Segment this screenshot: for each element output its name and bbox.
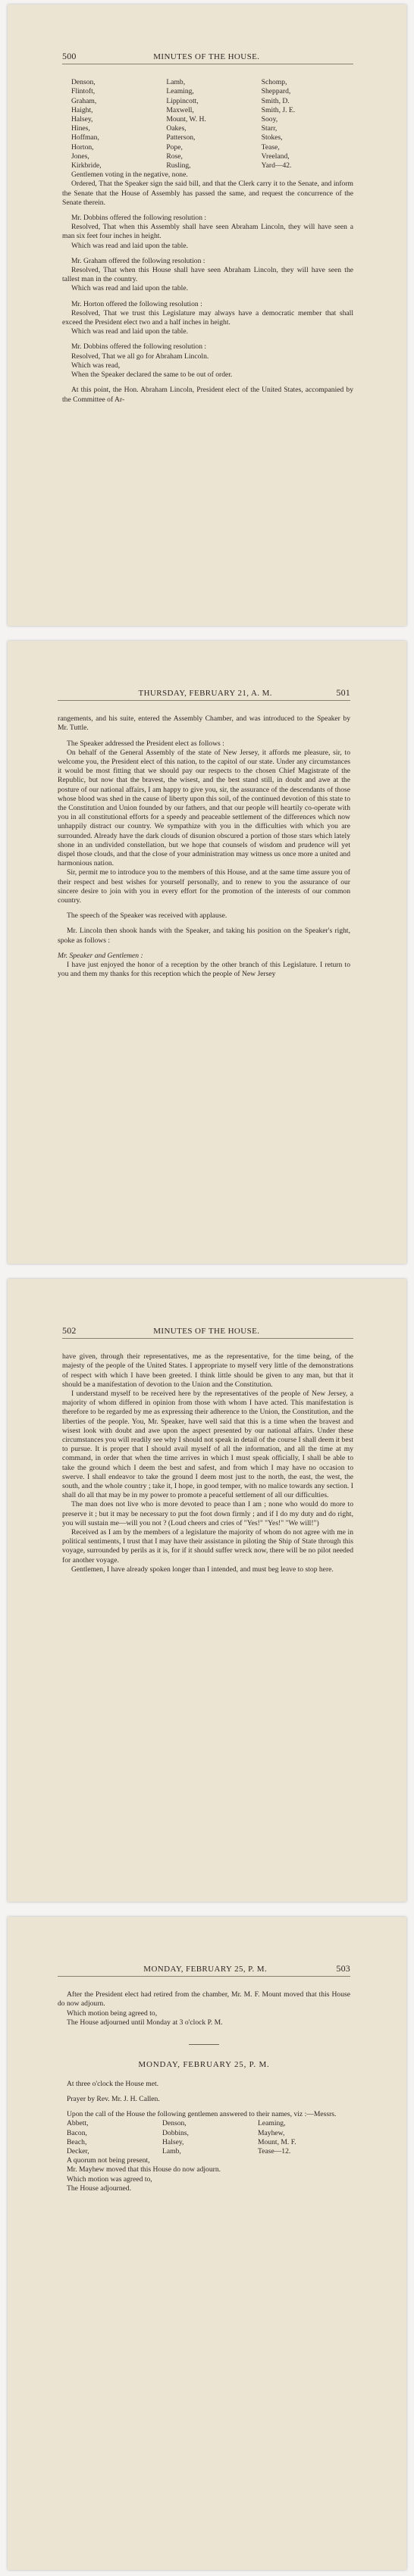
member-name: Mount, W. H. xyxy=(166,115,206,124)
paragraph: have given, through their representatives, me as the representative, for the time being, of the majesty of the people of the United States. I appropriate to myself very little of the demonstrations of respect with which I have been greeted. I think little should be given to any man, but that it should be a manifestation of devotion to the Union and the Constitution. xyxy=(62,1352,353,1389)
paragraph: Received as I am by the members of a legislature the majority of whom do not agree with me in political sentiments, I trust that I may have their assistance in piloting the Ship of State through this voyage, surrounded by perils as it is, for if it should suffer wreck now, there will be no pilot needed for another voyage. xyxy=(62,1528,353,1565)
member-name: Decker, xyxy=(67,2147,89,2156)
paragraph: Resolved, That when this House shall have seen Abraham Lincoln, they will have seen the tallest man in the country. xyxy=(62,266,353,284)
paragraph: Ordered, That the Speaker sign the said bill, and that the Clerk carry it to the Senate, and inform the Senate that the House of Assembly has passed the same, and request the concurrence of the Senate therein. xyxy=(62,180,353,207)
page-500-content xyxy=(62,52,353,618)
paragraph: Mr. Mayhew moved that this House do now adjourn. xyxy=(67,2165,221,2174)
section-rule xyxy=(189,2044,219,2045)
member-name: Sooy, xyxy=(261,115,278,124)
paragraph: Which was read and laid upon the table. xyxy=(71,327,188,336)
page-503 xyxy=(8,1917,406,2570)
page-number: 503 xyxy=(336,1963,350,1974)
paragraph: At this point, the Hon. Abraham Lincoln, President elect of the United States, accompanied by the Committee of Ar- xyxy=(62,386,353,404)
running-title: MINUTES OF THE HOUSE. xyxy=(153,52,260,61)
paragraph: Mr. Graham offered the following resolution : xyxy=(71,256,205,265)
paragraph: The Speaker addressed the President elect as follows : xyxy=(67,739,224,748)
page-header xyxy=(62,1326,353,1339)
member-name: Rusling, xyxy=(166,161,191,170)
member-name: Beach, xyxy=(67,2137,87,2146)
page-header xyxy=(58,688,350,701)
member-name: Graham, xyxy=(71,96,97,105)
member-name: Tease—12. xyxy=(258,2147,291,2156)
member-name: Halsey, xyxy=(71,115,93,124)
paragraph: The man does not live who is more devoted to peace than I am ; none who would do more to preserve it ; but it may be necessary to put the foot down firmly ; and if I do my duty and do right, you will sustain me—will you not ? (Loud cheers and cries of "Yes!" "Yes!" "We will!") xyxy=(62,1500,353,1527)
member-name: Kirkbride, xyxy=(71,161,102,170)
member-name: Schomp, xyxy=(261,78,287,87)
names-column xyxy=(258,2119,350,2156)
page-number: 502 xyxy=(62,1325,77,1336)
member-name: Denson, xyxy=(162,2119,187,2128)
paragraph: The House adjourned until Monday at 3 o'clock P. M. xyxy=(67,2018,223,2027)
member-name: Tease, xyxy=(261,142,280,152)
paragraph: Which motion was agreed to, xyxy=(67,2174,152,2184)
page-number: 501 xyxy=(336,687,350,698)
page-500 xyxy=(8,5,406,626)
page-header xyxy=(58,1964,350,1977)
paragraph: Which was read, xyxy=(71,361,121,370)
page-503-content xyxy=(58,1964,350,2562)
member-name: Starr, xyxy=(261,124,278,133)
paragraph: Which was read and laid upon the table. xyxy=(71,284,188,293)
page-number: 500 xyxy=(62,51,77,61)
member-name: Pope, xyxy=(166,142,183,152)
paragraph: Upon the call of the House the following gentlemen answered to their names, viz :—Messrs. xyxy=(67,2110,337,2119)
page-502 xyxy=(8,1279,406,1902)
page-501-content xyxy=(58,688,350,1256)
member-name: Maxwell, xyxy=(166,105,194,114)
member-name: Hoffman, xyxy=(71,133,99,142)
paragraph: Prayer by Rev. Mr. J. H. Callen. xyxy=(67,2095,160,2104)
member-name: Mount, M. F. xyxy=(258,2137,296,2146)
paragraph: Which motion being agreed to, xyxy=(67,2009,158,2018)
names-column xyxy=(166,78,258,170)
paragraph: Gentlemen voting in the negative, none. xyxy=(71,170,188,180)
names-column xyxy=(162,2119,255,2156)
member-name: Dobbins, xyxy=(162,2128,189,2137)
member-name: Horton, xyxy=(71,142,94,152)
paragraph: The House adjourned. xyxy=(67,2184,131,2193)
paragraph: When the Speaker declared the same to be out of order. xyxy=(71,370,233,380)
member-name: Vreeland, xyxy=(261,152,290,161)
member-name: Halsey, xyxy=(162,2137,184,2146)
member-name: Leaming, xyxy=(166,87,194,96)
member-name: Yard—42. xyxy=(261,161,292,170)
member-name: Rose, xyxy=(166,152,183,161)
page-502-content xyxy=(62,1326,353,1894)
names-table xyxy=(58,2119,350,2156)
paragraph: On behalf of the General Assembly of the state of New Jersey, it affords me pleasure, sir, to welcome you, the President elect of this nation, to the capitol of our state. Under any circumstances it would be most fitting that we should pay our respects to the chosen Chief Magistrate of the Republic, but now that the bravest, the wisest, and the best stand still, in doubt and awe at the posture of our national affairs, I am happy to give you, sir, the assurance of the descendants of those whose blood was shed in the cause of liberty upon this soil, of the continued devotion of this state to the Constitution and Union founded by our fathers, and that our people will heartily co-operate with you in all constitutional efforts for a speedy and peaceable settlement of the differences which now unhappily distract our country. We sympathize with you in the difficulties with which you are surrounded. Already have the dark clouds of disunion obscured a portion of those stars which lately shone in an undivided constellation, but we hope that counsels of wisdom and prudence will yet dispel those clouds, and that the close of your administration may witness us once more a united and harmonious nation. xyxy=(58,748,350,868)
paragraph: rangements, and his suite, entered the Assembly Chamber, and was introduced to the Speaker by Mr. Tuttle. xyxy=(58,714,350,733)
member-name: Oakes, xyxy=(166,124,187,133)
member-name: Smith, D. xyxy=(261,96,290,105)
paragraph: Mr. Dobbins offered the following resolution : xyxy=(71,214,207,223)
salutation: Mr. Speaker and Gentlemen : xyxy=(58,951,143,960)
member-name: Hines, xyxy=(71,124,90,133)
paragraph: After the President elect had retired from the chamber, Mr. M. F. Mount moved that this House do now adjourn. xyxy=(58,1990,350,2009)
paragraph: The speech of the Speaker was received with applause. xyxy=(67,911,227,921)
paragraph: I understand myself to be received here by the representatives of the people of New Jersey, a majority of whom differed in opinion from those with whom I have acted. This manifestation is therefore to be regarded by me as expressing their adherence to the Union, the Constitution, and the liberties of the people. You, Mr. Speaker, have well said that this is a time when the bravest and wisest look with doubt and awe upon the aspect presented by our national affairs. Under these circumstances you will readily see why I should not speak in detail of the course I shall deem it best to pursue. It is proper that I should avail myself of all the information, and all the time at my command, in order that when the time arrives in which I must speak officially, I shall be able to take the ground which I deem the best and safest, and from which I may have no occasion to swerve. I shall endeavor to take the ground I deem most just to the north, the east, the west, the south, and the whole country ; take it, I hope, in good temper, with no malice towards any section. I shall do all that may be in my power to promote a peaceful settlement of all our difficulties. xyxy=(62,1390,353,1500)
names-column xyxy=(262,78,353,170)
paragraph: Mr. Lincoln then shook hands with the Speaker, and taking his position on the Speaker's right, spoke as follows : xyxy=(58,927,350,945)
member-name: Lamb, xyxy=(166,78,186,87)
paragraph: Resolved, That we trust this Legislature may always have a democratic member that shall exceed the President elect two and a half inches in height. xyxy=(62,308,353,327)
paragraph: Gentlemen, I have already spoken longer than I intended, and must beg leave to stop here. xyxy=(71,1565,334,1574)
member-name: Flintoft, xyxy=(71,87,96,96)
running-title: THURSDAY, FEBRUARY 21, A. M. xyxy=(138,689,272,698)
running-title: MINUTES OF THE HOUSE. xyxy=(153,1327,260,1336)
names-table xyxy=(62,78,353,170)
names-column xyxy=(71,78,163,170)
names-column xyxy=(67,2119,159,2156)
member-name: Smith, J. E. xyxy=(261,105,296,114)
member-name: Bacon, xyxy=(67,2128,87,2137)
paragraph: At three o'clock the House met. xyxy=(67,2079,159,2088)
paragraph: I have just enjoyed the honor of a reception by the other branch of this Legislature. I return to you and them my thanks for this reception which the people of New Jersey xyxy=(58,961,350,979)
member-name: Leaming, xyxy=(258,2119,286,2128)
member-name: Lamb, xyxy=(162,2147,181,2156)
member-name: Mayhew, xyxy=(258,2128,285,2137)
member-name: Stokes, xyxy=(261,133,283,142)
member-name: Lippincott, xyxy=(166,96,199,105)
member-name: Abbett, xyxy=(67,2119,89,2128)
member-name: Patterson, xyxy=(166,133,196,142)
paragraph: Sir, permit me to introduce you to the members of this House, and at the same time assure you of their respect and best wishes for yourself personally, and to renew to you the assurance of our sincere desire to join with you in every effort for the promotion of the interests of our common country. xyxy=(58,868,350,905)
paragraph: Resolved, That when this Assembly shall have seen Abraham Lincoln, they will have seen a man six feet four inches in height. xyxy=(62,223,353,241)
member-name: Haight, xyxy=(71,105,93,114)
running-title: MONDAY, FEBRUARY 25, P. M. xyxy=(143,1965,268,1974)
member-name: Jones, xyxy=(71,152,89,161)
member-name: Sheppard, xyxy=(261,87,291,96)
page-header xyxy=(62,52,353,64)
paragraph: Mr. Horton offered the following resolution : xyxy=(71,299,202,308)
paragraph: Which was read and laid upon the table. xyxy=(71,241,188,250)
paragraph: A quorum not being present, xyxy=(67,2156,150,2165)
member-name: Denson, xyxy=(71,78,96,87)
paragraph: Mr. Dobbins offered the following resolution : xyxy=(71,342,207,352)
section-heading: MONDAY, FEBRUARY 25, P. M. xyxy=(138,2059,270,2069)
paragraph: Resolved, That we all go for Abraham Lincoln. xyxy=(71,352,209,361)
page-501 xyxy=(8,641,406,1264)
